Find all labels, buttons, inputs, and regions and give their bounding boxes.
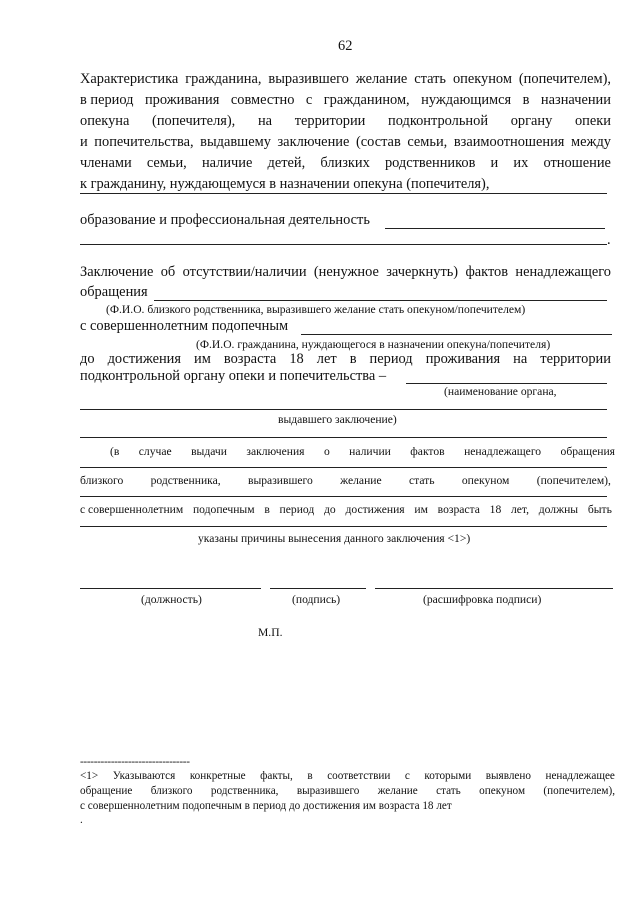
word: на [513,351,528,367]
conclusion-line-2: обращения [80,284,148,300]
word: отношение [543,155,611,171]
word: подконтрольной [388,113,489,129]
word: опекуном [479,785,526,797]
position-line [80,588,261,589]
word: должны [538,503,579,516]
characteristics-line-4 [80,134,611,151]
education-label: образование и профессиональная деятельность [80,212,370,228]
word: до [80,351,95,367]
word: им [414,503,428,516]
characteristics-line-1 [80,71,611,88]
word: с совершеннолетним [80,503,184,516]
word: стать [408,474,435,487]
fill-line [80,244,607,245]
word: опекуном [452,71,512,87]
conclusion-line-1 [80,264,611,281]
word: их [513,155,529,171]
word: заключение [277,134,350,150]
characteristics-line-6: к гражданину, нуждающемуся в назначении опекуна (попечителя), [80,176,490,192]
fill-line [80,409,607,410]
word: выразившего [248,474,313,487]
word: близкого [150,785,193,797]
word: с [305,92,313,108]
word: желание [340,474,382,487]
word: (попечителем), [543,785,615,797]
word: (попечителя), [152,113,236,129]
footnote-line-3: с совершеннолетним подопечным в период до достижения им возраста 18 лет [80,800,452,812]
word: и [490,155,499,171]
word: желание [377,785,418,797]
word: зачеркнуть) [386,264,459,280]
word: с [404,770,410,782]
word: в [264,503,270,516]
word: фактов [465,264,509,280]
word: назначении [540,92,611,108]
conclusion-line-5: подконтрольной органу опеки и попечительства – [80,368,387,384]
word: в период [80,92,134,108]
word: в [307,770,313,782]
word: о [323,445,330,458]
word: взаимоотношения [453,134,565,150]
word: достижения [107,351,181,367]
fill-line [301,334,612,335]
word: (попечителем), [536,474,611,487]
word: до [324,503,336,516]
word: проживания [425,351,501,367]
word: Заключение [80,264,154,280]
word: в [522,92,530,108]
word: заключения [246,445,305,458]
word: стать [414,71,446,87]
characteristics-line-5 [80,155,611,172]
word: Характеристика [80,71,179,87]
footnote-line-1 [80,770,615,782]
word: попечительства, [94,134,194,150]
word: территории [294,113,366,129]
position-caption: (должность) [141,593,202,606]
footnote-line-4: . [80,814,83,826]
word: в [349,351,357,367]
word: ненадлежащее [545,770,615,782]
page-number: 62 [338,38,353,54]
word: выдачи [191,445,227,458]
word: лет, [510,503,530,516]
word: факты, [260,770,293,782]
footnote-separator: -------------------------------- [80,756,190,768]
word: родственника, [210,785,279,797]
word: выявлено [485,770,531,782]
word: Указываются [112,770,176,782]
word: 18 [289,351,304,367]
word: гражданина, [185,71,262,87]
fill-line [154,300,607,301]
word: об [160,264,176,280]
word: отсутствии/наличии [182,264,307,280]
fill-line [80,193,607,194]
word: период [279,503,315,516]
decoding-caption: (расшифровка подписи) [423,593,542,606]
conclusion-line-3: с совершеннолетним подопечным [80,318,289,334]
footnote-line-2 [80,785,615,797]
caption-relative-name: (Ф.И.О. близкого родственника, выразившего желание стать опекуном/попечителем) [106,303,526,316]
word: выразившего [268,71,349,87]
word: период [369,351,413,367]
word: ненадлежащего [464,445,542,458]
fill-line [385,228,605,229]
case-note-line-1 [110,445,615,458]
fill-line [80,437,607,438]
fill-line [80,496,607,497]
stamp-label: М.П. [258,626,283,639]
characteristics-line-2 [80,92,611,109]
word: соответствии [327,770,391,782]
caption-organ-name: (наименование органа, [444,385,557,398]
word: которыми [424,770,472,782]
case-note-line-3 [80,503,612,516]
case-note-line-2 [80,474,611,487]
word: <1> [80,770,99,782]
word: (попечителем), [518,71,611,87]
education-end-dot: . [607,232,611,248]
signature-line [270,588,366,589]
word: территории [540,351,611,367]
word: гражданином, [323,92,410,108]
word: лет [316,351,337,367]
word: опеки [574,113,611,129]
word: родственника, [150,474,221,487]
word: выдавшему [200,134,271,150]
word: родственников [384,155,476,171]
word: (ненужное [313,264,379,280]
word: семьи, [407,134,448,150]
word: ненадлежащего [515,264,611,280]
word: достижения [345,503,405,516]
word: детей, [267,155,306,171]
word: стать [436,785,461,797]
word: между [571,134,611,150]
word: наличии [349,445,391,458]
word: наличие [201,155,253,171]
word: (в [110,445,120,458]
word: возраста [437,503,480,516]
word: близкого [80,474,124,487]
fill-line [80,467,607,468]
word: выразившего [296,785,360,797]
word: желание [355,71,408,87]
word: возраста [223,351,277,367]
word: обращения [560,445,615,458]
word: совместно [230,92,295,108]
word: 18 [489,503,502,516]
word: нуждающимся [421,92,512,108]
word: (состав [355,134,401,150]
word: быть [587,503,612,516]
word: семьи, [146,155,187,171]
signature-caption: (подпись) [292,593,341,606]
case-note-line-4: указаны причины вынесения данного заключения <1>) [198,532,471,545]
caption-organ-name-cont: выдавшего заключение) [278,413,397,426]
fill-line [80,526,607,527]
word: членами [80,155,132,171]
word: случае [138,445,172,458]
word: фактов [410,445,445,458]
fill-line [406,383,607,384]
conclusion-line-4 [80,351,611,368]
word: опекуна [80,113,130,129]
word: подопечным [192,503,255,516]
word: опекуном [461,474,510,487]
word: обращение [80,785,133,797]
word: органу [510,113,553,129]
word: близких [320,155,370,171]
word: и [80,134,88,150]
word: проживания [144,92,220,108]
word: им [194,351,211,367]
word: конкретные [189,770,246,782]
characteristics-line-3 [80,113,611,130]
decoding-line [375,588,613,589]
caption-ward-name: (Ф.И.О. гражданина, нуждающегося в назначении опекуна/попечителя) [196,338,551,351]
word: на [257,113,273,129]
